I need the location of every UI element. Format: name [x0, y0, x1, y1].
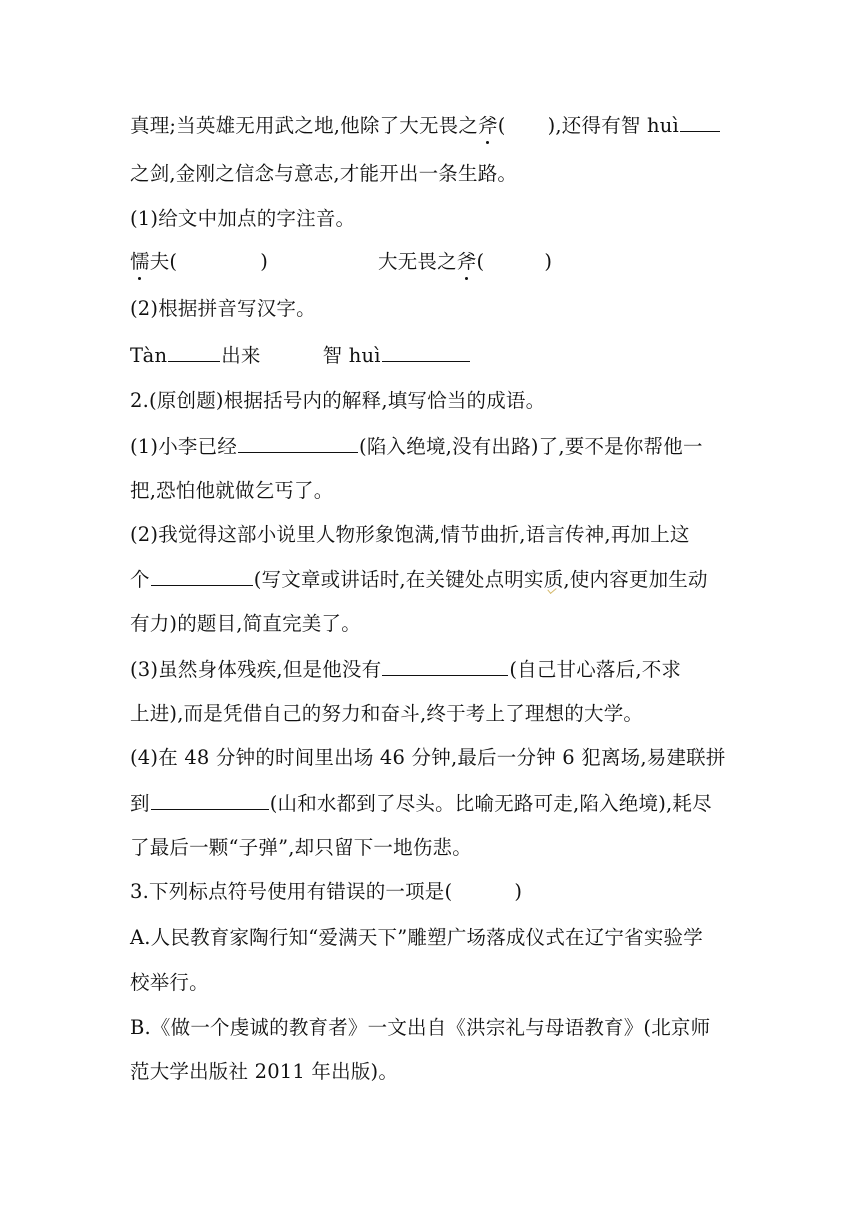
paren-open: (: [476, 250, 485, 273]
question-2-2-blank-line: [130, 567, 732, 592]
word-2: 大无畏之: [378, 250, 457, 273]
text: (自己甘心落后,不求: [509, 658, 682, 681]
question-2-4-blank-line: [130, 791, 732, 816]
question-2-1-cont: 把,恐怕他就做乞丐了。: [130, 479, 334, 502]
option-a-cont: 校举行。: [130, 971, 209, 994]
option-b-cont: 范大学出版社 2011 年出版)。: [130, 1060, 399, 1083]
pinyin-2: 智 huì: [322, 344, 381, 367]
text: 3.下列标点符号使用有错误的一项是(: [130, 880, 453, 903]
pinyin-1: Tàn: [130, 344, 168, 367]
word-text: 出来: [221, 344, 261, 367]
text: 个: [130, 568, 150, 591]
dotted-char: 懦: [130, 250, 150, 273]
text: (1)小李已经: [130, 435, 238, 458]
hanzi-row: [130, 343, 732, 368]
text: (写文章或讲话时,在关键处点明实质,使内容更加生动: [253, 568, 708, 591]
paren-close: ): [260, 250, 269, 273]
paren-open: (: [497, 114, 506, 137]
answer-blank: [168, 343, 220, 362]
question-2-4: (4)在 48 分钟的时间里出场 46 分钟,最后一分钟 6 犯离场,易建联拼: [130, 746, 726, 769]
text: 到: [130, 792, 150, 815]
option-a: A.人民教育家陶行知“爱满天下”雕塑广场落成仪式在辽宁省实验学: [130, 926, 703, 949]
dotted-char: 斧: [456, 250, 477, 273]
question-2-title: 2.(原创题)根据括号内的解释,填写恰当的成语。: [130, 389, 546, 412]
dotted-char: 斧: [478, 114, 498, 137]
option-b: B.《做一个虔诚的教育者》一文出自《洪宗礼与母语教育》(北京师: [130, 1016, 711, 1039]
question-2-3-cont: 上进),而是凭借自己的努力和奋斗,终于考上了理想的大学。: [130, 702, 644, 725]
paren-close: ): [544, 250, 553, 273]
answer-blank: [382, 343, 470, 362]
question-1-2: (2)根据拼音写汉字。: [130, 297, 316, 320]
question-2-1: [130, 434, 732, 459]
question-2-3: [130, 657, 732, 682]
word-1: 夫(: [149, 250, 178, 273]
answer-blank: [680, 113, 720, 132]
question-1-1: (1)给文中加点的字注音。: [130, 207, 356, 230]
text: (3)虽然身体残疾,但是他没有: [130, 658, 382, 681]
answer-blank: [151, 791, 269, 810]
passage-line-2: 之剑,金刚之信念与意志,才能开出一条生路。: [130, 162, 518, 185]
passage-text-2: ),还得有智 huì: [547, 114, 679, 137]
text: (陷入绝境,没有出路)了,要不是你帮他一: [359, 435, 703, 458]
paren-close: ): [514, 880, 523, 903]
passage-line-1: [130, 113, 732, 138]
text: (山和水都到了尽头。比喻无路可走,陷入绝境),耗尽: [269, 792, 712, 815]
question-3-title: [130, 880, 732, 904]
answer-blank: [382, 657, 508, 676]
passage-text: 真理;当英雄无用武之地,他除了大无畏之: [130, 114, 479, 137]
question-2-2: (2)我觉得这部小说里人物形象饱满,情节曲折,语言传神,再加上这: [130, 523, 690, 546]
answer-blank: [151, 567, 253, 586]
answer-blank: [238, 434, 358, 453]
question-2-2-cont: 有力)的题目,简直完美了。: [130, 612, 361, 635]
pinyin-row: [130, 250, 732, 274]
question-2-4-cont: 了最后一颗“子弹”,却只留下一地伤悲。: [130, 836, 472, 859]
